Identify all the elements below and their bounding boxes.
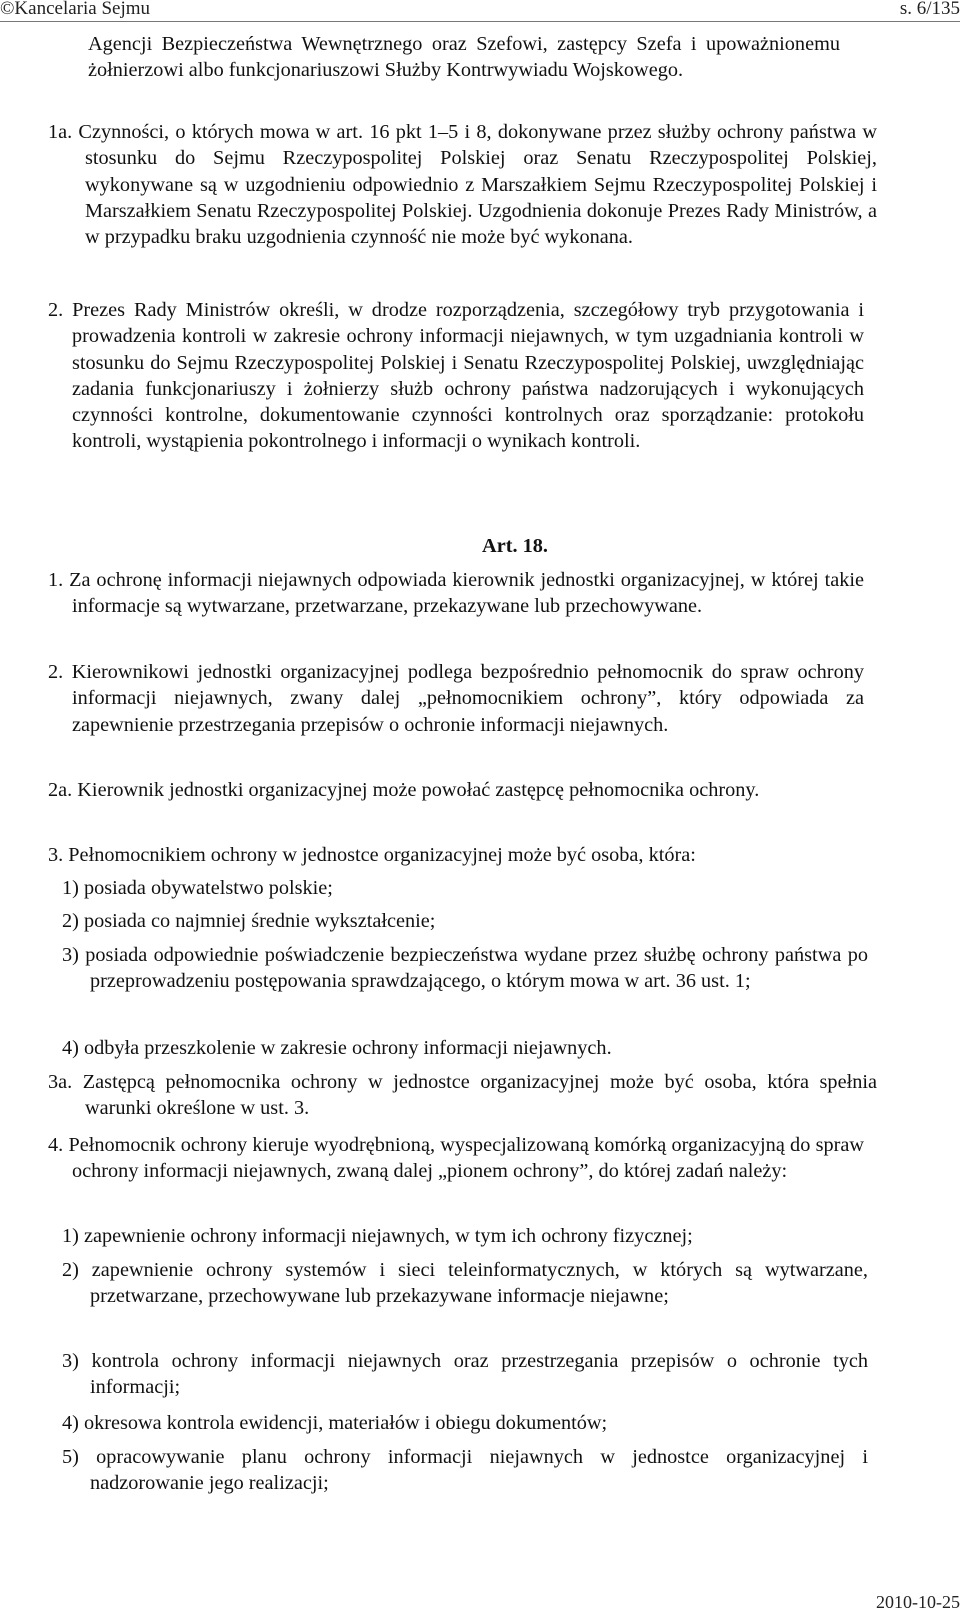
article-paragraph-1: 1. Za ochronę informacji niejawnych odpowiada kierownik jednostki organizacyjnej, w której takie informacje są wytwarzane, przetwarzane, przekazywane lub przechowywane. bbox=[48, 569, 864, 618]
list-item-4-2: 2) zapewnienie ochrony systemów i sieci teleinformatycznych, w których są wytwarzane, przetwarzane, przechowywane lub przekazywane informacje niejawne; bbox=[62, 1259, 868, 1308]
footer-date: 2010-10-25 bbox=[876, 1592, 960, 1612]
header-divider bbox=[0, 21, 960, 22]
article-paragraph-2: 2. Kierownikowi jednostki organizacyjnej podlega bezpośrednio pełnomocnik do spraw ochrony informacji niejawnych, zwany dalej „pełnomocnikiem ochrony”, który odpowiada za zapewnienie przestrzegania przepisów o ochronie informacji niejawnych. bbox=[48, 661, 864, 736]
header-page-number: s. 6/135 bbox=[899, 0, 960, 19]
list-item-3-1: 1) posiada obywatelstwo polskie; bbox=[62, 877, 333, 899]
list-item-4-1: 1) zapewnienie ochrony informacji niejawnych, w tym ich ochrony fizycznej; bbox=[62, 1225, 693, 1247]
article-paragraph-3a: 3a. Zastępcą pełnomocnika ochrony w jednostce organizacyjnej może być osoba, która spełnia warunki określone w ust. 3. bbox=[48, 1071, 877, 1120]
paragraph-continuation: Agencji Bezpieczeństwa Wewnętrznego oraz Szefowi, zastępcy Szefa i upoważnionemu żołnierzowi albo funkcjonariuszowi Służby Kontrwywiadu Wojskowego. bbox=[88, 33, 840, 82]
header-copyright: ©Kancelaria Sejmu bbox=[0, 0, 151, 19]
list-item-3-4: 4) odbyła przeszkolenie w zakresie ochrony informacji niejawnych. bbox=[62, 1037, 612, 1059]
list-item-3-3: 3) posiada odpowiednie poświadczenie bezpieczeństwa wydane przez służbę ochrony państwa po przeprowadzeniu postępowania sprawdzającego, o którym mowa w art. 36 ust. 1; bbox=[62, 944, 868, 993]
article-paragraph-4: 4. Pełnomocnik ochrony kieruje wyodrębnioną, wyspecjalizowaną komórką organizacyjną do spraw ochrony informacji niejawnych, zwaną dalej „pionem ochrony”, do której zadań należy: bbox=[48, 1134, 864, 1183]
article-paragraph-2a: 2a. Kierownik jednostki organizacyjnej może powołać zastępcę pełnomocnika ochrony. bbox=[48, 779, 760, 801]
list-item-4-3: 3) kontrola ochrony informacji niejawnych oraz przestrzegania przepisów o ochronie tych informacji; bbox=[62, 1350, 868, 1399]
list-item-3-2: 2) posiada co najmniej średnie wykształcenie; bbox=[62, 910, 436, 932]
list-item-4-5: 5) opracowywanie planu ochrony informacji niejawnych w jednostce organizacyjnej i nadzorowanie jego realizacji; bbox=[62, 1446, 868, 1495]
article-paragraph-3: 3. Pełnomocnikiem ochrony w jednostce organizacyjnej może być osoba, która: bbox=[48, 844, 696, 866]
list-item-4-4: 4) okresowa kontrola ewidencji, materiałów i obiegu dokumentów; bbox=[62, 1412, 608, 1434]
paragraph-1a: 1a. Czynności, o których mowa w art. 16 pkt 1–5 i 8, dokonywane przez służby ochrony państwa w stosunku do Sejmu Rzeczypospolitej Polskiej oraz Senatu Rzeczypospolitej Polskiej, wykonywane są w uzgodnieniu odpowiednio z Marszałkiem Sejmu Rzeczypospolitej Polskiej i Marszałkiem Senatu Rzeczypospolitej Polskiej. Uzgodnienia dokonuje Prezes Rady Ministrów, a w przypadku braku uzgodnienia czynność nie może być wykonana. bbox=[48, 121, 877, 249]
article-heading: Art. 18. bbox=[482, 535, 548, 557]
paragraph-2: 2. Prezes Rady Ministrów określi, w drodze rozporządzenia, szczegółowy tryb przygotowania i prowadzenia kontroli w zakresie ochrony informacji niejawnych, w tym uzgadniania kontroli w stosunku do Sejmu Rzeczypospolitej Polskiej i Senatu Rzeczypospolitej Polskiej, uwzględniając zadania funkcjonariuszy i żołnierzy służb ochrony państwa nadzorujących i wykonujących czynności kontrolne, dokumentowanie czynności kontrolnych oraz sporządzanie: protokołu kontroli, wystąpienia pokontrolnego i informacji o wynikach kontroli. bbox=[48, 299, 864, 453]
